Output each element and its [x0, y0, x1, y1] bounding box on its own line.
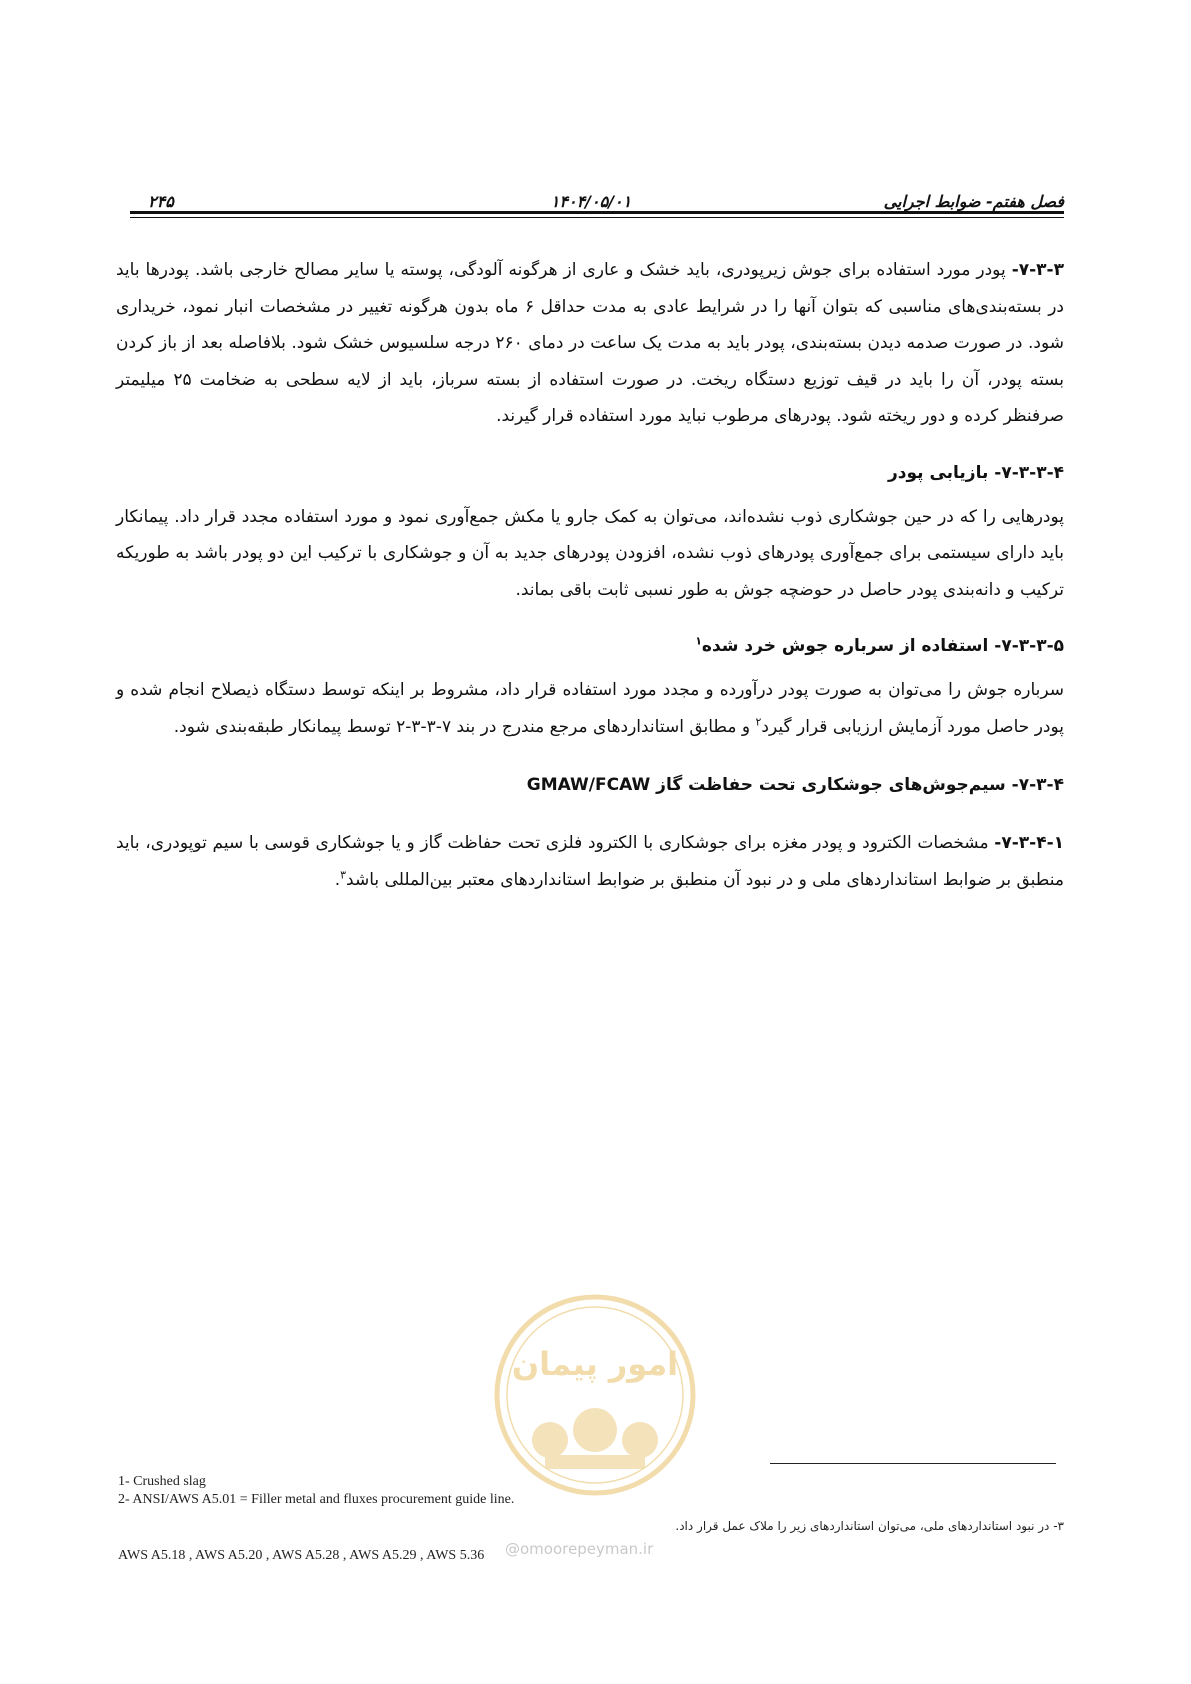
paragraph-7-3-3-5 [116, 672, 1064, 745]
header-rule-thick [130, 211, 1064, 214]
watermark-logo [490, 1290, 700, 1500]
footnote-ref-1[interactable]: ۱ [695, 634, 702, 648]
page-number: ۲۴۵ [148, 192, 174, 211]
paragraph-text: پودر مورد استفاده برای جوش زیرپودری، باید خشک و عاری از هرگونه آلودگی، پوسته یا سایر مصالح خارجی باشد. پودرها باید در بسته‌بندی‌های مناسبی که بتوان آنها را در شرایط عادی به مدت حداقل ۶ ماه بدون هرگونه تغییر در مشخصات انبار نمود، خریداری شود. در صورت صدمه دیدن بسته‌بندی، پودر باید به مدت یک ساعت در دمای ۲۶۰ درجه سلسیوس خشک شود. بلافاصله بعد از باز کردن بسته پودر، آن را باید در قیف توزیع دستگاه ریخت. در صورت استفاده از بسته سرباز، باید از لایه سطحی به ضخامت ۲۵ میلیمتر صرفنظر کرده و دور ریخته شود. پودرهای مرطوب نباید مورد استفاده قرار گیرند. [116, 260, 1064, 426]
heading-7-3-3-5 [116, 628, 1064, 664]
paragraph-7-3-4-1 [116, 825, 1064, 898]
watermark-site: @omoorepeyman.ir [505, 1540, 654, 1558]
paragraph-text: سرباره جوش را می‌توان به صورت پودر درآورده و مجدد مورد استفاده قرار داد، مشروط بر اینکه توسط دستگاه ذیصلاح انجام شده و پودر حاصل مورد آزمایش ارزیابی قرار گیرد [116, 680, 1064, 737]
heading-7-3-3-4: ۷-۳-۳-۴- بازیابی پودر [887, 462, 1064, 483]
heading-7-3-4: ۷-۳-۴- سیم‌جوش‌های جوشکاری تحت حفاظت گاز GMAW/FCAW [526, 775, 1064, 795]
paragraph-text: و مطابق استانداردهای مرجع مندرج در بند ۷-۳-۳-۲ توسط پیمانکار طبقه‌بندی شود. [173, 716, 756, 737]
footnote-2: 2- ANSI/AWS A5.01 = Filler metal and fluxes procurement guide line. [118, 1492, 515, 1507]
footnote-separator [770, 1463, 1056, 1464]
footnote-3: ۳- در نبود استانداردهای ملی، می‌توان استانداردهای زیر را ملاک عمل قرار داد. [675, 1519, 1064, 1533]
paragraph-7-3-3-4: پودرهایی را که در حین جوشکاری ذوب نشده‌اند، می‌توان به کمک جارو یا مکش جمع‌آوری نمود و مورد استفاده مجدد قرار داد. پیمانکار باید دارای سیستمی برای جمع‌آوری پودرهای ذوب نشده، افزودن پودرهای جدید به آن و جوشکاری با ترکیب این دو پودر باشد به طوریکه ترکیب و دانه‌بندی پودر حاصل در حوضچه جوش به طور نسبی ثابت باقی بماند. [116, 506, 1064, 600]
watermark-logo-text: امور پیمان [511, 1345, 679, 1383]
header-date: ۱۴۰۴/۰۵/۰۱ [550, 192, 632, 211]
paragraph-text: مشخصات الکترود و پودر مغزه برای جوشکاری با الکترود فلزی تحت حفاظت گاز و یا جوشکاری قوسی با سیم توپودری، باید منطبق بر ضوابط استانداردهای ملی و در نبود آن منطبق بر ضوابط استانداردهای معتبر بین‌المللی باشد [116, 833, 1064, 890]
paragraph-7-3-3-3 [116, 252, 1064, 435]
header-rule-thin [130, 217, 1064, 218]
footnote-1: 1- Crushed slag [118, 1474, 206, 1489]
footnote-ref-2[interactable]: ۲ [755, 714, 762, 728]
paragraph-text: . [334, 869, 341, 890]
footnote-3-standards: AWS A5.18 , AWS A5.20 , AWS A5.28 , AWS A5.29 , AWS 5.36 [118, 1548, 485, 1563]
section-number: ۷-۳-۳- [1011, 260, 1064, 280]
chapter-title: فصل هفتم- ضوابط اجرایی [883, 192, 1064, 211]
heading-text: ۷-۳-۳-۵- استفاده از سرباره جوش خرد شده [701, 636, 1064, 656]
footnote-ref-3[interactable]: ۳ [340, 867, 347, 881]
page-body [116, 252, 1064, 898]
page-header [118, 180, 1064, 220]
section-number: ۷-۳-۴-۱- [994, 833, 1064, 853]
